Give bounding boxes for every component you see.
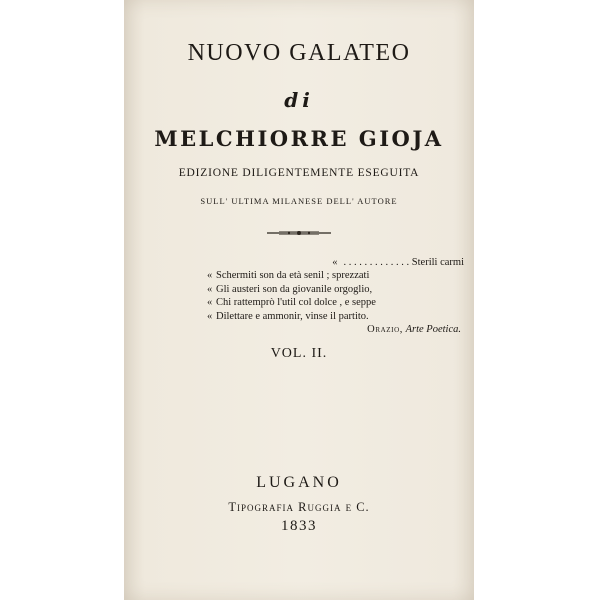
epigraph-line — [207, 269, 467, 282]
edition-note: EDIZIONE DILIGENTEMENTE ESEGUITA — [178, 167, 420, 179]
epigraph-line-text: Chi rattemprò l'util col dolce , e seppe — [216, 297, 376, 309]
quote-mark: « — [207, 283, 213, 295]
imprint-year: 1833 — [281, 518, 317, 534]
epigraph-line-text: Schermiti son da età senil ; sprezzati — [216, 270, 370, 282]
quote-mark: « — [207, 310, 213, 322]
ornament-rule — [265, 229, 333, 237]
quote-mark: « — [207, 270, 213, 282]
epigraph-line-text: Dilettare e ammonir, vinse il partito. — [216, 310, 369, 322]
by-line: di — [284, 88, 314, 112]
imprint-place: LUGANO — [256, 474, 342, 491]
volume-label: VOL. II. — [270, 346, 328, 361]
epigraph-author: Orazio, — [367, 324, 403, 336]
quote-mark: « — [332, 257, 338, 268]
epigraph — [207, 256, 467, 336]
epigraph-attribution — [207, 323, 467, 336]
epigraph-line — [207, 296, 467, 309]
imprint-printer: Tipografia Ruggia e C. — [228, 500, 370, 514]
book-title: NUOVO GALATEO — [187, 40, 411, 66]
epigraph-line — [207, 256, 467, 269]
quote-mark: « — [207, 297, 213, 309]
epigraph-line — [207, 283, 467, 296]
epigraph-work: Arte Poetica. — [405, 324, 461, 336]
author-name: MELCHIORRE GIOJA — [154, 126, 444, 151]
source-note: SULL' ULTIMA MILANESE DELL' AUTORE — [200, 196, 398, 206]
epigraph-line — [207, 310, 467, 323]
epigraph-line-text: . . . . . . . . . . . . . Sterili carmi — [343, 257, 464, 268]
epigraph-line-text: Gli austeri son da giovanile orgoglio, — [216, 283, 373, 295]
title-page — [124, 0, 474, 600]
